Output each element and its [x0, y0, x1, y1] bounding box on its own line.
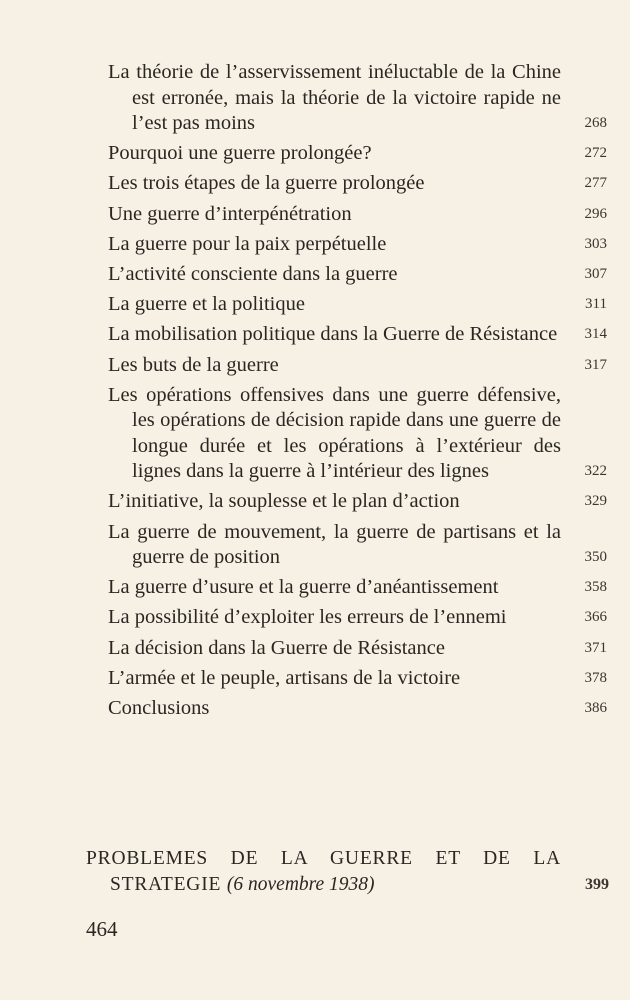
- toc-entry-page: 311: [585, 296, 607, 313]
- page-number: 464: [86, 917, 118, 941]
- toc-entry-page: 303: [584, 235, 607, 252]
- toc-entry-page: 307: [584, 265, 607, 282]
- toc-entry: [108, 60, 613, 137]
- toc-entry-title: La décision dans la Guerre de Résistance: [108, 636, 445, 659]
- toc-entry-page: 371: [584, 639, 607, 656]
- toc-entry: [108, 171, 613, 197]
- toc-entry: [108, 489, 613, 515]
- toc-entry: [108, 232, 613, 258]
- toc-entry-page: 350: [584, 549, 607, 566]
- toc-entry: [108, 520, 613, 571]
- toc-entry-page: 358: [584, 579, 607, 596]
- toc-entry-title: Les trois étapes de la guerre prolongée: [108, 172, 425, 195]
- toc-entry-page: 378: [584, 669, 607, 686]
- toc-entry-title: Conclusions: [108, 697, 210, 719]
- toc-entry-title: La possibilité d’exploiter les erreurs de l’ennemi: [108, 606, 507, 629]
- toc-entry-title: Les opérations offensives dans une guerre défensive, les opérations de décision rapide dans une guerre de longue durée et les opérations à l’extérieur des lignes dans la guerre à l’intérieur des lignes: [108, 383, 561, 483]
- toc-entry-page: 317: [584, 356, 607, 373]
- toc-entry-title: La guerre d’usure et la guerre d’anéantissement: [108, 576, 499, 599]
- toc-entry: [108, 141, 613, 167]
- toc-major-page: 399: [585, 875, 609, 893]
- toc-entry-title: La guerre de mouvement, la guerre de partisans et la guerre de position: [108, 520, 561, 569]
- toc-entry: [108, 666, 613, 692]
- toc-entry-page: 366: [584, 609, 607, 626]
- toc-entry-page: 272: [584, 145, 607, 162]
- toc-entry-title: Les buts de la guerre: [108, 353, 279, 376]
- toc-major-entry: [86, 846, 613, 897]
- toc-entry-title: L’armée et le peuple, artisans de la victoire: [108, 666, 461, 689]
- toc-entry: [108, 322, 613, 348]
- toc-entry: [108, 636, 613, 662]
- toc-entry-title: L’initiative, la souplesse et le plan d’action: [108, 490, 460, 513]
- toc-entry-title: La guerre pour la paix perpétuelle: [108, 232, 387, 255]
- toc-entry: [108, 292, 613, 318]
- table-of-contents: [108, 60, 613, 726]
- toc-entry: [108, 605, 613, 631]
- toc-major-title: PROBLEMES DE LA GUERRE ET DE LA STRATEGIE: [86, 848, 561, 895]
- toc-entry: [108, 353, 613, 379]
- toc-entry-title: L’activité consciente dans la guerre: [108, 262, 398, 285]
- toc-entry-title: Une guerre d’interpénétration: [108, 202, 352, 225]
- toc-entry-page: 268: [584, 115, 607, 131]
- toc-entry-page: 322: [584, 463, 607, 480]
- toc-entry-page: 296: [584, 205, 607, 222]
- toc-entry: [108, 696, 613, 722]
- toc-entry-page: 329: [584, 493, 607, 510]
- toc-entry-page: 314: [584, 326, 607, 343]
- toc-entry: [108, 202, 613, 228]
- toc-major-date: (6 novembre 1938): [226, 873, 375, 895]
- toc-entry-title: Pourquoi une guerre prolongée?: [108, 142, 372, 165]
- toc-entry: [108, 575, 613, 601]
- toc-entry: [108, 262, 613, 288]
- toc-entry: [108, 383, 613, 485]
- toc-entry-page: 277: [584, 175, 607, 192]
- toc-entry-title: La mobilisation politique dans la Guerre de Résistance: [108, 323, 558, 346]
- toc-entry-title: La guerre et la politique: [108, 293, 305, 316]
- toc-major-section: [86, 846, 613, 902]
- toc-entry-title: La théorie de l’asservissement inéluctable de la Chine est erronée, mais la théorie de la victoire rapide ne l’est pas moins: [108, 61, 561, 134]
- toc-entry-page: 386: [584, 700, 607, 716]
